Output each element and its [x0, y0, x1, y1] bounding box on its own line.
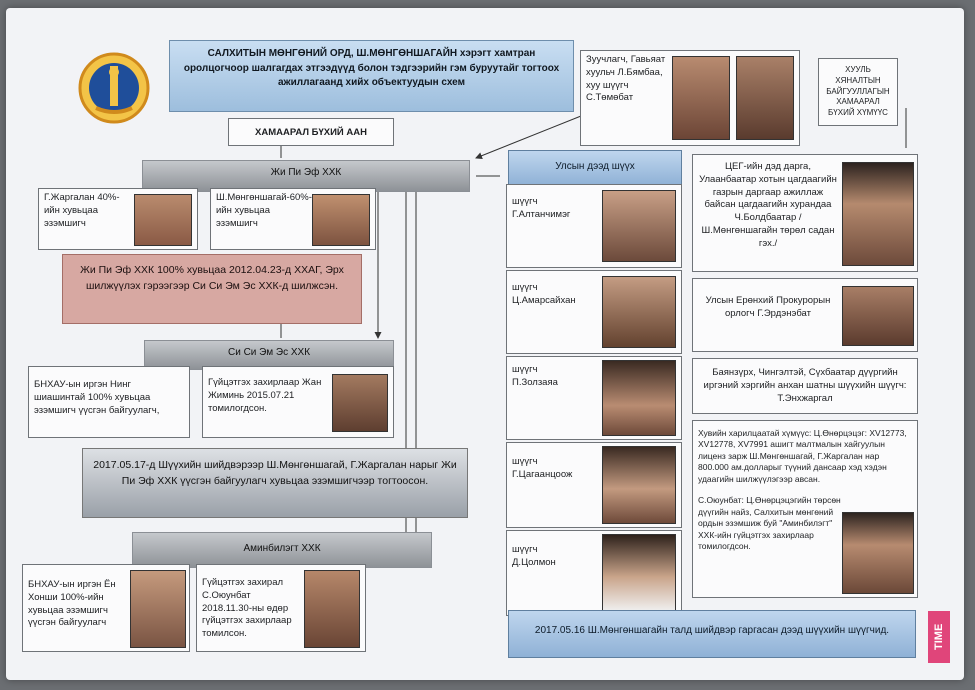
owner-ning: БНХАУ-ын иргэн Нинг шиашинтай 100% хувьцаа эзэмшигч үүсгэн байгуулагч,	[28, 366, 190, 438]
company-aminbilegt-bar: Аминбилэгт ХХК	[132, 532, 432, 568]
owner-jargalan-text: Г.Жаргалан 40%-ийн хувьцаа эзэмшигч	[44, 192, 120, 229]
portrait-judge-3	[602, 360, 676, 436]
portrait-yon	[130, 570, 186, 648]
supreme-court-header: Улсын дээд шүүх	[508, 150, 682, 186]
portrait-mongonshagai	[312, 194, 370, 246]
portrait-tumobat	[736, 56, 794, 140]
person-erdenebat-text: Улсын Ерөнхий Прокурорын орлогч Г.Эрдэнэбат	[705, 295, 831, 319]
portrait-oyuunbat-right	[842, 512, 914, 594]
portrait-boldbaatar	[842, 162, 914, 266]
portrait-jargalan	[134, 194, 192, 246]
court-decision-note: 2017.05.17-д Шүүхийн шийдвэрээр Ш.Мөнгөншагай, Г.Жаргалан нарыг Жи Пи Эф ХХК үүсгэн байгуулагч хувьцаа эзэмшигчээр тогтоосон.	[82, 448, 468, 518]
share-transfer-note: Жи Пи Эф ХХК 100% хувьцаа 2012.04.23-д ХХАГ, Эрх шилжүүлэх гэрээгээр Си Си Эм Эс ХХК-д шилжсэн.	[62, 254, 362, 324]
schema-sheet	[6, 8, 964, 680]
judge-label: шүүгч Г.Алтанчимэг	[512, 196, 571, 220]
person-boldbaatar-text: ЦЕГ-ийн дэд дарга, Улаанбаатар хотын цагдаагийн газрын даргаар ажиллаж байсан цагдаагийн хурандаа Ч.Болдбаатар / Ш.Мөнгөншагайн төрөл садан гэх./	[699, 161, 837, 249]
portrait-oyuunbat	[304, 570, 360, 648]
investigators-text: Зуучлагч, Гавьяат хуульч Л.Бямбаа, хуу шүүгч С.Төмөбат	[586, 54, 666, 104]
portrait-judge-5	[602, 534, 676, 612]
director-zhan-text: Гүйцэтгэх захирлаар Жан Жиминь 2015.07.21 томилогдсон.	[208, 377, 322, 414]
portrait-erdenebat	[842, 286, 914, 346]
time-watermark-logo: TIME	[928, 611, 950, 663]
portrait-judge-2	[602, 276, 676, 348]
director-oyuunbat-text: Гүйцэтгэх захирал С.Оюунбат 2018.11.30-ны өдөр гүйцэтгэх захирлаар томилсон.	[202, 577, 292, 640]
portrait-byambaa	[672, 56, 730, 140]
judge-label: шүүгч Д.Цолмон	[512, 544, 556, 568]
owner-mongonshagai-text: Ш.Мөнгөншагай-60%-ийн хувьцаа эзэмшигч	[216, 192, 312, 229]
company-gpf-bar: Жи Пи Эф ХХК	[142, 160, 470, 192]
judge-label: шүүгч П.Золзаяа	[512, 364, 558, 388]
owner-yon-text: БНХАУ-ын иргэн Ён Хонши 100%-ийн хувьцаа эзэмшигч үүсгэн байгуулагч	[28, 579, 116, 629]
emblem-logo	[78, 50, 150, 126]
bottom-court-note: 2017.05.16 Ш.Мөнгөншагайн талд шийдвэр гаргасан дээд шүүхийн шүүгчид.	[508, 610, 916, 658]
person-enkhjargal: Баянзүрх, Чингэлтэй, Сүхбаатар дүүргийн иргэний хэргийн анхан шатны шүүхийн шүүгч: Т.Энхжаргал	[692, 358, 918, 414]
person-onortsetseg-text: Хувийн харилцаатай хүмүүс: Ц.Өнөрцэцэг: XV12773, XV12778, XV7991 ашигт малтмалын хайгуулын лиценз зарж Ш.Мөнгөншагай, Г.Жаргалан нар 800.000 ам.долларыг түүний дансаар хэд хэдэн удаагийн шилжүүлэгээр авсан.	[698, 428, 907, 484]
schema-title: САЛХИТЫН МӨНГӨНИЙ ОРД, Ш.МӨНГӨНШАГАЙН хэрэгт хамтран оролцогчоор шалгагдах этгээдүүд болон тэдгээрийн гэм буруутайг тогтоох ажиллагаанд хийх объектуудын схем	[169, 40, 574, 112]
judge-label: шүүгч Г.Цагаанцоож	[512, 456, 573, 480]
law-enforcement-box: ХУУЛЬ ХЯНАЛТЫН БАЙГУУЛЛАГЫН ХАМААРАЛ БҮХИЙ ХҮМҮҮС	[818, 58, 898, 126]
related-companies-label: ХАМААРАЛ БҮХИЙ ААН	[228, 118, 394, 146]
person-oyuunbat-text: С.Оюунбат: Ц.Өнөрцэцэгийн төрсөн дүүгийн найз, Салхитын мөнгөний ордын эзэмшиж буй "Аминбилэгт" ХХК-ийн гүйцэтгэх захирлаар томилогдсон.	[698, 495, 841, 552]
judge-label: шүүгч Ц.Амарсайхан	[512, 282, 576, 306]
portrait-zhan	[332, 374, 388, 432]
portrait-judge-4	[602, 446, 676, 524]
company-ccms-bar: Си Си Эм Эс ХХК	[144, 340, 394, 370]
portrait-judge-1	[602, 190, 676, 262]
